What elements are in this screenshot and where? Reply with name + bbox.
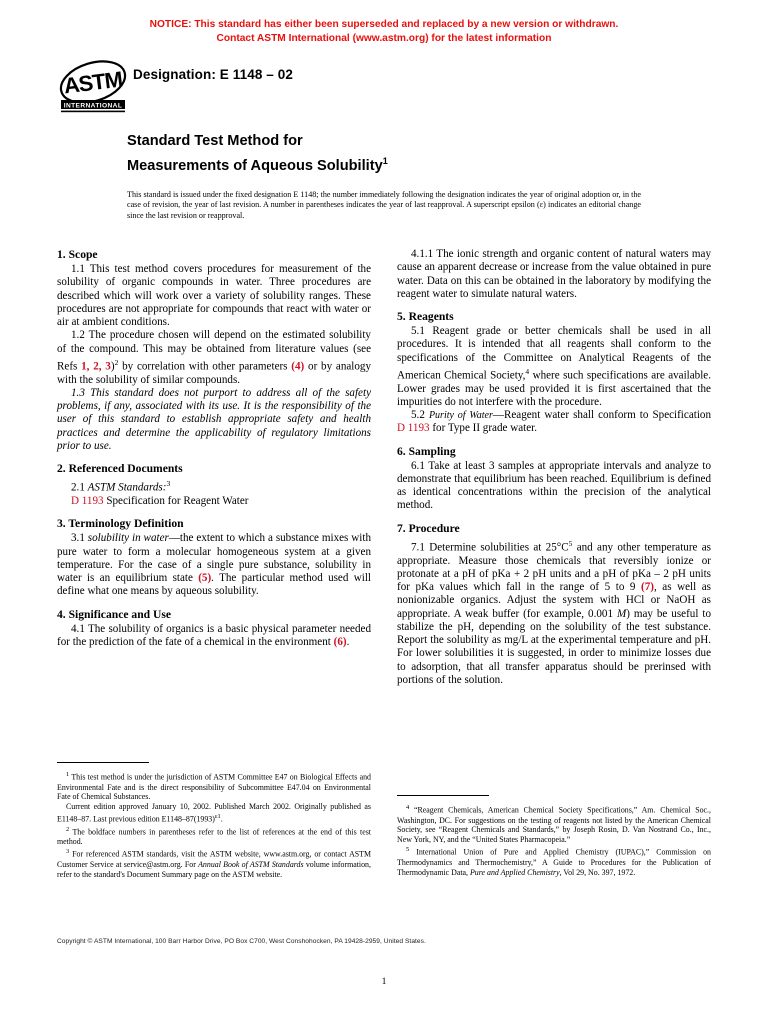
para-text: and any other temperature as appropriate. Measure those chemicals that reversibly ionize or protonate at a pH of pKa + 2 pH units and a pH of pKa – 2 pH units for pKa values which fall in the range of 5 to 9	[397, 541, 711, 594]
para-text: This standard does not purport to address all of the safety problems, if any, associated with its use. It is the responsibility of the user of this standard to establish appropriate safety and health practices and determine the applicability of regulatory limitations prior to use.	[57, 386, 371, 452]
para-text: for Type II grade water.	[432, 422, 538, 435]
para-text: This test method covers procedures for measurement of the solubility of organic compounds in water. Three procedures are described which will work over a variety of solubility ranges. These procedures are not appropriate for compounds that react with water or air at ambient conditions.	[57, 263, 371, 328]
document-header	[57, 58, 707, 116]
defined-term-purity-of-water: Purity of Water	[428, 410, 493, 422]
section-heading-terminology: 3. Terminology Definition	[57, 517, 184, 531]
footnote-marker-5: 5	[568, 538, 573, 548]
footnote-text: volume information, refer to the standard's Document Summary page on the ASTM website.	[57, 859, 371, 879]
para-number: 1.1	[71, 263, 85, 275]
title-footnote-marker: 1	[382, 155, 388, 166]
paragraph-1-1	[57, 263, 371, 329]
footnote-number: 5	[406, 846, 410, 854]
para-text: —the extent to which a substance mixes with pure water to form a molecular homogeneous system at a given temperature. For the case of a single pure substance, solubility in water is an equilibrium state	[57, 532, 371, 585]
paragraph-1-3	[57, 387, 371, 453]
para-number: 1.2	[71, 329, 85, 342]
notice-line-1: NOTICE: This standard has either been superseded and replaced by a new version or withdrawn.	[149, 19, 619, 30]
left-column	[57, 248, 371, 649]
paragraph-5-1	[397, 325, 711, 409]
svg-text:ASTM: ASTM	[62, 66, 124, 99]
footnote-number: 2	[66, 825, 70, 833]
footnote-italic-title: Pure and Applied Chemistry	[469, 867, 560, 877]
standard-id-link[interactable]: D 1193	[397, 422, 430, 435]
para-number: 5.1	[411, 325, 425, 337]
para-number: 4.1.1	[411, 248, 434, 260]
astm-standards-label: ASTM Standards:	[87, 481, 167, 494]
footnote-3	[57, 847, 371, 879]
defined-term: solubility in water	[87, 532, 169, 545]
footnote-number: 4	[406, 804, 410, 811]
paragraph-2-1	[57, 477, 371, 495]
reference-link-6[interactable]: (6)	[333, 635, 347, 648]
para-number: 6.1	[411, 459, 425, 472]
footnote-text: “Reagent Chemicals, American Chemical Society Specifications,” Am. Chemical Soc., Washington, DC. For suggestions on the testing of reagents not listed by the American Chemical Society, see “Reagent Chemicals and Standards,” by Joseph Rosin, D. Van Nostrand Co., Inc., New York, NY, and the “United States Pharmacopeia.”	[397, 805, 711, 845]
para-text: where such specifications are available. Lower grades may be used provided it is first ascertained that the impurities do not interfere with the procedure.	[397, 369, 712, 408]
footnote-text: For referenced ASTM standards, visit the ASTM website, www.astm.org, or contact ASTM Customer Service at service@astm.org. For	[57, 849, 371, 869]
para-text: )	[110, 360, 115, 373]
section-heading-procedure: 7. Procedure	[397, 521, 460, 535]
footnotes-left	[57, 762, 371, 880]
standard-title: Specification for Reagent Water	[106, 495, 249, 508]
footnote-marker-3: 3	[166, 479, 171, 489]
section-heading-referenced-documents: 2. Referenced Documents	[57, 462, 183, 476]
footnote-separator-rule	[57, 762, 149, 763]
para-text: .	[346, 635, 350, 648]
para-text: Determine solubilities at 25°C	[429, 541, 569, 554]
right-column	[397, 248, 711, 687]
paragraph-4-1-1	[397, 248, 711, 301]
svg-text:INTERNATIONAL: INTERNATIONAL	[63, 102, 123, 110]
footnote-separator-rule	[397, 795, 489, 796]
paragraph-7-1	[397, 537, 711, 687]
section-heading-reagents: 5. Reagents	[397, 310, 454, 323]
para-text: , as well as nonionizable organics. Adjust the system with HCl or NaOH as appropriate. A weak buffer (for example, 0.001	[397, 581, 711, 620]
section-heading-significance-and-use: 4. Significance and Use	[57, 607, 172, 621]
standard-id-link[interactable]: D 1193	[71, 495, 104, 508]
reference-link-7[interactable]: (7)	[641, 581, 654, 594]
para-text: Reagent grade or better chemicals shall be used in all procedures. It is intended that all reagents shall conform to the specifications of the Committee on Analytical Reagents of the American Chemical Society,	[397, 325, 711, 382]
para-text: The procedure chosen will depend on the estimated solubility of the compound. This may be obtained from literature values (see Refs	[57, 329, 371, 373]
para-text: Take at least 3 samples at appropriate intervals and analyze to demonstrate that equilibrium has been reached. Equilibrium is defined as identical concentrations within the precision of the analytical method.	[397, 459, 711, 512]
footnote-marker-4: 4	[525, 366, 530, 376]
reference-link-4[interactable]: (4)	[291, 360, 305, 373]
footnote-2	[57, 825, 371, 847]
para-text: The ionic strength and organic content of natural waters may cause an apparent decrease or increase from the value obtained in pure water. Data on this can be obtained in the laboratory by modifying the reagent water to simulate natural waters.	[397, 248, 711, 300]
footnote-text: .	[220, 814, 223, 824]
notice-line-2: Contact ASTM International (www.astm.org) for the latest information	[216, 33, 552, 44]
footnote-1-edition	[57, 802, 371, 824]
epsilon-superscript: ε1	[214, 813, 221, 821]
standard-preamble: This standard is issued under the fixed designation E 1148; the number immediately following the designation indicates the year of original adoption or, in the case of revision, the year of last revision. A number in parentheses indicates the year of last reapproval. A superscript epsilon (ε) indicates an editorial change since the last revision or reapproval.	[127, 190, 641, 220]
paragraph-4-1	[57, 623, 371, 650]
section-heading-sampling: 6. Sampling	[397, 444, 456, 458]
reference-link-5[interactable]: (5)	[198, 572, 212, 585]
para-number: 5.2	[411, 409, 425, 422]
footnote-text: This test method is under the jurisdiction of ASTM Committee E47 on Biological Effects and Environmental Fate and is the direct responsibility of Subcommittee E47.04 on Environmental Fate of Chemical Substances.	[57, 772, 371, 802]
footnote-4	[397, 803, 711, 845]
page-number: 1	[381, 976, 387, 987]
footnote-text: International Union of Pure and Applied Chemistry (IUPAC),” Commission on Thermodynamics and Thermochemistry,” A Guide to Procedures for the Publication of Thermodynamic Data,	[397, 847, 711, 877]
paragraph-6-1	[397, 460, 711, 513]
para-text: —Reagent water shall conform to Specification	[492, 409, 712, 422]
title-line-1: Standard Test Method for	[127, 133, 303, 149]
designation-label: Designation: E 1148 – 02	[133, 67, 293, 82]
footnote-italic-title: Annual Book of ASTM Standards	[198, 859, 304, 869]
footnote-1	[57, 770, 371, 802]
referenced-standard-entry	[57, 495, 371, 508]
paragraph-5-2	[397, 409, 711, 436]
reference-links-123[interactable]: 1, 2, 3	[81, 360, 111, 373]
para-text: . The particular method used will define what one means by aqueous solubility.	[57, 572, 371, 598]
footnote-text: Current edition approved January 10, 2002. Published March 2002. Originally published as E1148–87. Last previous edition E1148–87(1993)	[57, 802, 371, 824]
para-number: 4.1	[71, 622, 85, 635]
title-line-2	[127, 152, 687, 176]
title-line-2-text: Measurements of Aqueous Solubility	[127, 157, 383, 174]
para-text: by correlation with other parameters	[122, 360, 288, 373]
copyright-notice: Copyright © ASTM International, 100 Barr Harbor Drive, PO Box C700, West Conshohocken, PA 19428-2959, United States.	[57, 938, 426, 945]
para-text: The solubility of organics is a basic physical parameter needed for the prediction of the fate of a chemical in the environment	[57, 622, 372, 648]
footnotes-right	[397, 795, 711, 878]
paragraph-3-1	[57, 532, 371, 598]
section-heading-scope: 1. Scope	[57, 248, 98, 261]
paragraph-1-2	[57, 329, 371, 387]
para-text: or by analogy with the solubility of similar compounds.	[57, 360, 372, 386]
para-number: 1.3	[71, 386, 85, 399]
para-number: 2.1	[71, 481, 85, 494]
footnote-text: , Vol 29, No. 397, 1972.	[559, 867, 636, 877]
footnote-marker-2: 2	[114, 357, 119, 367]
para-number: 3.1	[71, 532, 85, 545]
page-title	[127, 132, 687, 176]
footnote-text: The boldface numbers in parentheses refer to the list of references at the end of this test method.	[57, 827, 371, 847]
para-text: ) may be useful to stabilize the pH, depending on the solubility of the test substance. Report the solubility as mg/L at the experimental temperature and pH. For lower solubilities it is suggested, in order to minimize losses due to adsorption, that all transfer apparatus should be prerinsed with portions of the solution.	[397, 607, 711, 686]
withdrawal-notice	[60, 18, 708, 46]
para-number: 7.1	[411, 541, 425, 554]
molarity-symbol: M	[616, 607, 627, 620]
astm-logo	[57, 58, 129, 114]
footnote-number: 1	[66, 771, 70, 778]
footnote-5	[397, 845, 711, 877]
footnote-number: 3	[66, 848, 70, 856]
